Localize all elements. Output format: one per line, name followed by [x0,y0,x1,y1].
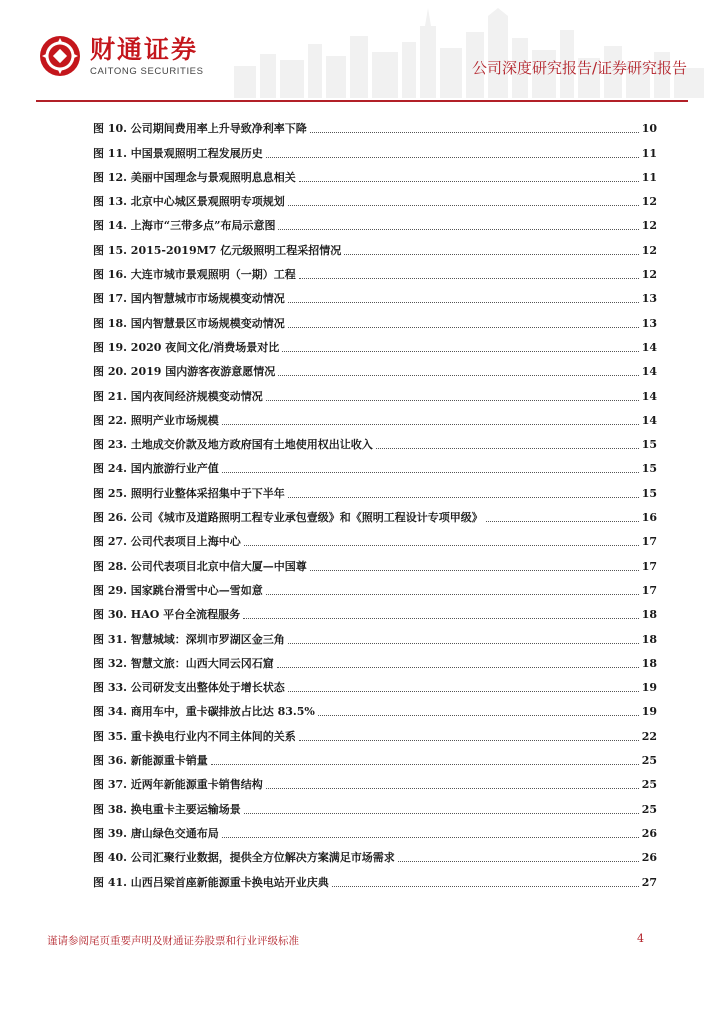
toc-dot-leader [282,351,638,352]
toc-entry-label[interactable]: 图 31. 智慧城域：深圳市罗湖区金三角 [93,632,285,646]
toc-entry-page-number[interactable]: 18 [641,632,657,646]
toc-dot-leader [310,132,639,133]
toc-entry-page-number[interactable]: 14 [641,340,657,354]
city-skyline-watermark [234,8,704,98]
toc-entry-page-number[interactable]: 25 [641,802,657,816]
page-number: 4 [637,932,644,945]
toc-entry-label[interactable]: 图 34. 商用车中，重卡碳排放占比达 83.5% [93,705,315,719]
toc-entry-page-number[interactable]: 17 [641,535,657,549]
toc-entry-page-number[interactable]: 18 [641,608,657,622]
toc-entry[interactable] [93,792,657,816]
toc-entry-label[interactable]: 图 27. 公司代表项目上海中心 [93,535,241,549]
toc-entry-page-number[interactable]: 19 [641,705,657,719]
toc-entry[interactable] [93,549,657,573]
toc-entry[interactable] [93,647,657,671]
toc-entry-page-number[interactable]: 15 [641,486,657,500]
toc-dot-leader [288,691,639,692]
toc-entry[interactable] [93,695,657,719]
toc-entry-label[interactable]: 图 30. HAO 平台全流程服务 [93,608,241,622]
toc-dot-leader [222,472,639,473]
toc-entry-label[interactable]: 图 37. 近两年新能源重卡销售结构 [93,778,263,792]
toc-dot-leader [344,254,638,255]
toc-entry-label[interactable]: 图 11. 中国景观照明工程发展历史 [93,146,263,160]
toc-entry-page-number[interactable]: 19 [641,681,657,695]
toc-entry[interactable] [93,719,657,743]
toc-entry[interactable] [93,768,657,792]
toc-dot-leader [278,375,638,376]
header-divider [36,100,688,102]
toc-entry-page-number[interactable]: 27 [641,875,657,889]
toc-dot-leader [288,327,639,328]
toc-entry-label[interactable]: 图 33. 公司研发支出整体处于增长状态 [93,681,285,695]
toc-entry-page-number[interactable]: 14 [641,389,657,403]
toc-dot-leader [266,400,639,401]
logo-english-name: CAITONG SECURITIES [90,66,204,77]
toc-dot-leader [288,205,639,206]
toc-entry-label[interactable]: 图 25. 照明行业整体采招集中于下半年 [93,486,285,500]
toc-entry[interactable] [93,865,657,889]
toc-dot-leader [310,570,639,571]
toc-entry-page-number[interactable]: 13 [641,316,657,330]
toc-entry-label[interactable]: 图 40. 公司汇聚行业数据，提供全方位解决方案满足市场需求 [93,851,395,865]
toc-entry[interactable] [93,258,657,282]
toc-entry[interactable] [93,744,657,768]
toc-entry[interactable] [93,112,657,136]
toc-dot-leader [299,181,639,182]
toc-entry-label[interactable]: 图 19. 2020 夜间文化/消费场景对比 [93,340,280,354]
footer-disclaimer: 谨请参阅尾页重要声明及财通证券股票和行业评级标准 [47,935,299,947]
toc-dot-leader [288,497,639,498]
toc-entry-label[interactable]: 图 17. 国内智慧城市市场规模变动情况 [93,292,285,306]
toc-dot-leader [398,861,639,862]
toc-entry[interactable] [93,331,657,355]
toc-dot-leader [288,302,639,303]
logo-chinese-name: 财通证券 [90,35,199,64]
toc-entry[interactable] [93,452,657,476]
page-header [0,0,724,104]
toc-dot-leader [243,618,639,619]
toc-entry-page-number[interactable]: 12 [641,219,657,233]
toc-dot-leader [266,157,639,158]
toc-entry-page-number[interactable]: 12 [641,243,657,257]
toc-entry[interactable] [93,598,657,622]
toc-entry-label[interactable]: 图 22. 照明产业市场规模 [93,413,219,427]
toc-dot-leader [332,886,639,887]
toc-entry-page-number[interactable]: 13 [641,292,657,306]
toc-entry-label[interactable]: 图 32. 智慧文旅：山西大同云冈石窟 [93,656,274,670]
toc-dot-leader [318,715,639,716]
toc-entry-label[interactable]: 图 35. 重卡换电行业内不同主体间的关系 [93,729,296,743]
toc-entry-label[interactable]: 图 28. 公司代表项目北京中信大厦—中国尊 [93,559,307,573]
toc-entry-page-number[interactable]: 25 [641,778,657,792]
toc-dot-leader [266,594,639,595]
toc-entry-label[interactable]: 图 23. 土地成交价款及地方政府国有土地使用权出让收入 [93,438,373,452]
toc-entry[interactable] [93,282,657,306]
caitong-coin-logo-icon [38,34,82,78]
toc-entry-page-number[interactable]: 15 [641,438,657,452]
toc-dot-leader [278,229,638,230]
toc-entry[interactable] [93,817,657,841]
toc-dot-leader [244,545,639,546]
toc-entry-page-number[interactable]: 11 [641,170,657,184]
toc-entry[interactable] [93,185,657,209]
toc-entry-label[interactable]: 图 21. 国内夜间经济规模变动情况 [93,389,263,403]
toc-entry[interactable] [93,671,657,695]
toc-entry-label[interactable]: 图 10. 公司期间费用率上升导致净利率下降 [93,122,307,136]
toc-entry-label[interactable]: 图 18. 国内智慧景区市场规模变动情况 [93,316,285,330]
toc-dot-leader [376,448,639,449]
company-logo [38,34,204,78]
toc-entry[interactable] [93,161,657,185]
toc-entry-label[interactable]: 图 38. 换电重卡主要运输场景 [93,802,241,816]
toc-dot-leader [266,788,639,789]
toc-entry-page-number[interactable]: 15 [641,462,657,476]
toc-entry[interactable] [93,233,657,257]
toc-entry-label[interactable]: 图 36. 新能源重卡销量 [93,754,208,768]
toc-entry-label[interactable]: 图 39. 唐山绿色交通布局 [93,826,219,840]
toc-entry[interactable] [93,476,657,500]
toc-entry-page-number[interactable]: 25 [641,754,657,768]
toc-dot-leader [211,764,639,765]
toc-entry[interactable] [93,136,657,160]
toc-entry-label[interactable]: 图 15. 2015-2019M7 亿元级照明工程采招情况 [93,243,342,257]
toc-entry-page-number[interactable]: 22 [641,729,657,743]
toc-entry[interactable] [93,379,657,403]
toc-entry[interactable] [93,841,657,865]
toc-entry-page-number[interactable]: 14 [641,365,657,379]
toc-entry-label[interactable]: 图 26. 公司《城市及道路照明工程专业承包壹级》和《照明工程设计专项甲级》 [93,511,483,525]
toc-dot-leader [299,278,639,279]
toc-dot-leader [244,813,639,814]
toc-entry-label[interactable]: 图 13. 北京中心城区景观照明专项规划 [93,195,285,209]
toc-dot-leader [222,424,639,425]
toc-dot-leader [299,740,639,741]
toc-entry-page-number[interactable]: 16 [641,511,657,525]
toc-entry-page-number[interactable]: 18 [641,656,657,670]
toc-entry[interactable] [93,355,657,379]
toc-entry[interactable] [93,306,657,330]
toc-entry[interactable] [93,209,657,233]
toc-entry[interactable] [93,404,657,428]
toc-entry-page-number[interactable]: 14 [641,413,657,427]
toc-entry-label[interactable]: 图 12. 美丽中国理念与景观照明息息相关 [93,170,296,184]
toc-entry[interactable] [93,501,657,525]
toc-entry-page-number[interactable]: 17 [641,559,657,573]
toc-entry-page-number[interactable]: 17 [641,583,657,597]
toc-dot-leader [288,643,639,644]
toc-entry-label[interactable]: 图 29. 国家跳台滑雪中心—雪如意 [93,583,263,597]
toc-dot-leader [486,521,639,522]
toc-entry-label[interactable]: 图 16. 大连市城市景观照明（一期）工程 [93,268,296,282]
toc-entry-page-number[interactable]: 12 [641,268,657,282]
toc-entry-label[interactable]: 图 14. 上海市“三带多点”布局示意图 [93,219,276,233]
toc-entry[interactable] [93,574,657,598]
toc-entry-page-number[interactable]: 26 [641,826,657,840]
toc-entry-label[interactable]: 图 20. 2019 国内游客夜游意愿情况 [93,365,276,379]
toc-dot-leader [277,667,639,668]
toc-entry-page-number[interactable]: 10 [641,122,657,136]
toc-entry-page-number[interactable]: 12 [641,195,657,209]
toc-dot-leader [222,837,639,838]
toc-entry-label[interactable]: 图 41. 山西吕梁首座新能源重卡换电站开业庆典 [93,875,329,889]
toc-entry-label[interactable]: 图 24. 国内旅游行业产值 [93,462,219,476]
toc-entry[interactable] [93,428,657,452]
toc-entry[interactable] [93,525,657,549]
toc-entry[interactable] [93,622,657,646]
toc-entry-page-number[interactable]: 26 [641,851,657,865]
toc-entry-page-number[interactable]: 11 [641,146,657,160]
report-type-label: 公司深度研究报告/证券研究报告 [471,59,687,77]
figure-table-of-contents [93,112,657,890]
